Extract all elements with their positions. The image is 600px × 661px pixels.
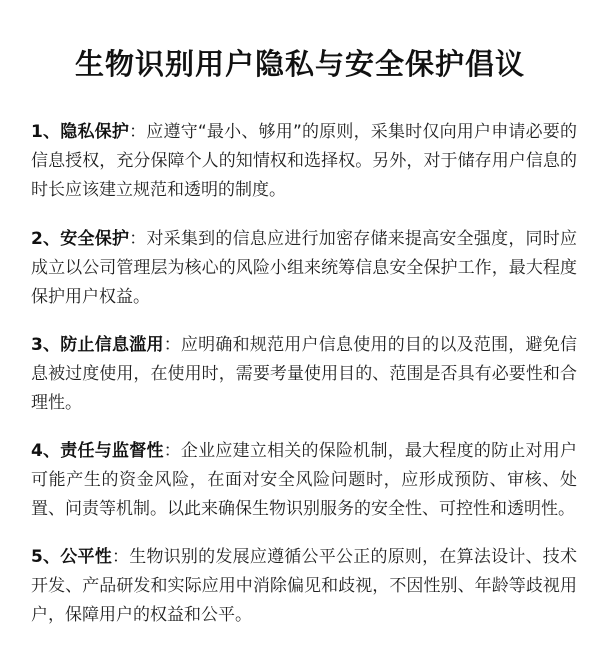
item-separator: ：: [112, 547, 130, 567]
item-number: 1、: [31, 122, 61, 142]
item-separator: ：: [129, 229, 147, 249]
list-item: [31, 543, 577, 630]
item-separator: ：: [163, 335, 181, 355]
item-number: 2、: [31, 229, 61, 249]
item-heading: 责任与监督性: [60, 441, 164, 461]
item-body: 应遵守“最小、够用”的原则，采集时仅向用户申请必要的信息授权，充分保障个人的知情权和选择权。另外，对于储存用户信息的时长应该建立规范和透明的制度。: [31, 122, 578, 200]
item-body: 生物识别的发展应遵循公平公正的原则，在算法设计、技术开发、产品研发和实际应用中消除偏见和歧视，不因性别、年龄等歧视用户，保障用户的权益和公平。: [31, 547, 578, 625]
item-body: 对采集到的信息应进行加密存储来提高安全强度，同时应成立以公司管理层为核心的风险小组来统筹信息安全保护工作，最大程度保护用户权益。: [31, 229, 578, 307]
item-body: 企业应建立相关的保险机制，最大程度的防止对用户可能产生的资金风险，在面对安全风险问题时，应形成预防、审核、处置、问责等机制。以此来确保生物识别服务的安全性、可控性和透明性。: [31, 441, 577, 519]
item-separator: ：: [129, 122, 147, 142]
list-item: [31, 437, 577, 524]
item-heading: 隐私保护: [60, 122, 130, 142]
item-number: 4、: [31, 441, 61, 461]
list-item: [31, 225, 577, 312]
item-number: 3、: [31, 335, 61, 355]
item-number: 5、: [31, 547, 61, 567]
list-item: [31, 331, 577, 418]
list-item: [31, 118, 577, 205]
item-body: 应明确和规范用户信息使用的目的以及范围，避免信息被过度使用，在使用时，需要考量使用目的、范围是否具有必要性和合理性。: [31, 335, 577, 413]
item-heading: 安全保护: [60, 229, 130, 249]
item-heading: 公平性: [60, 547, 112, 567]
document-title: 生物识别用户隐私与安全保护倡议: [74, 47, 525, 81]
item-separator: ：: [163, 441, 181, 461]
item-heading: 防止信息滥用: [60, 335, 164, 355]
